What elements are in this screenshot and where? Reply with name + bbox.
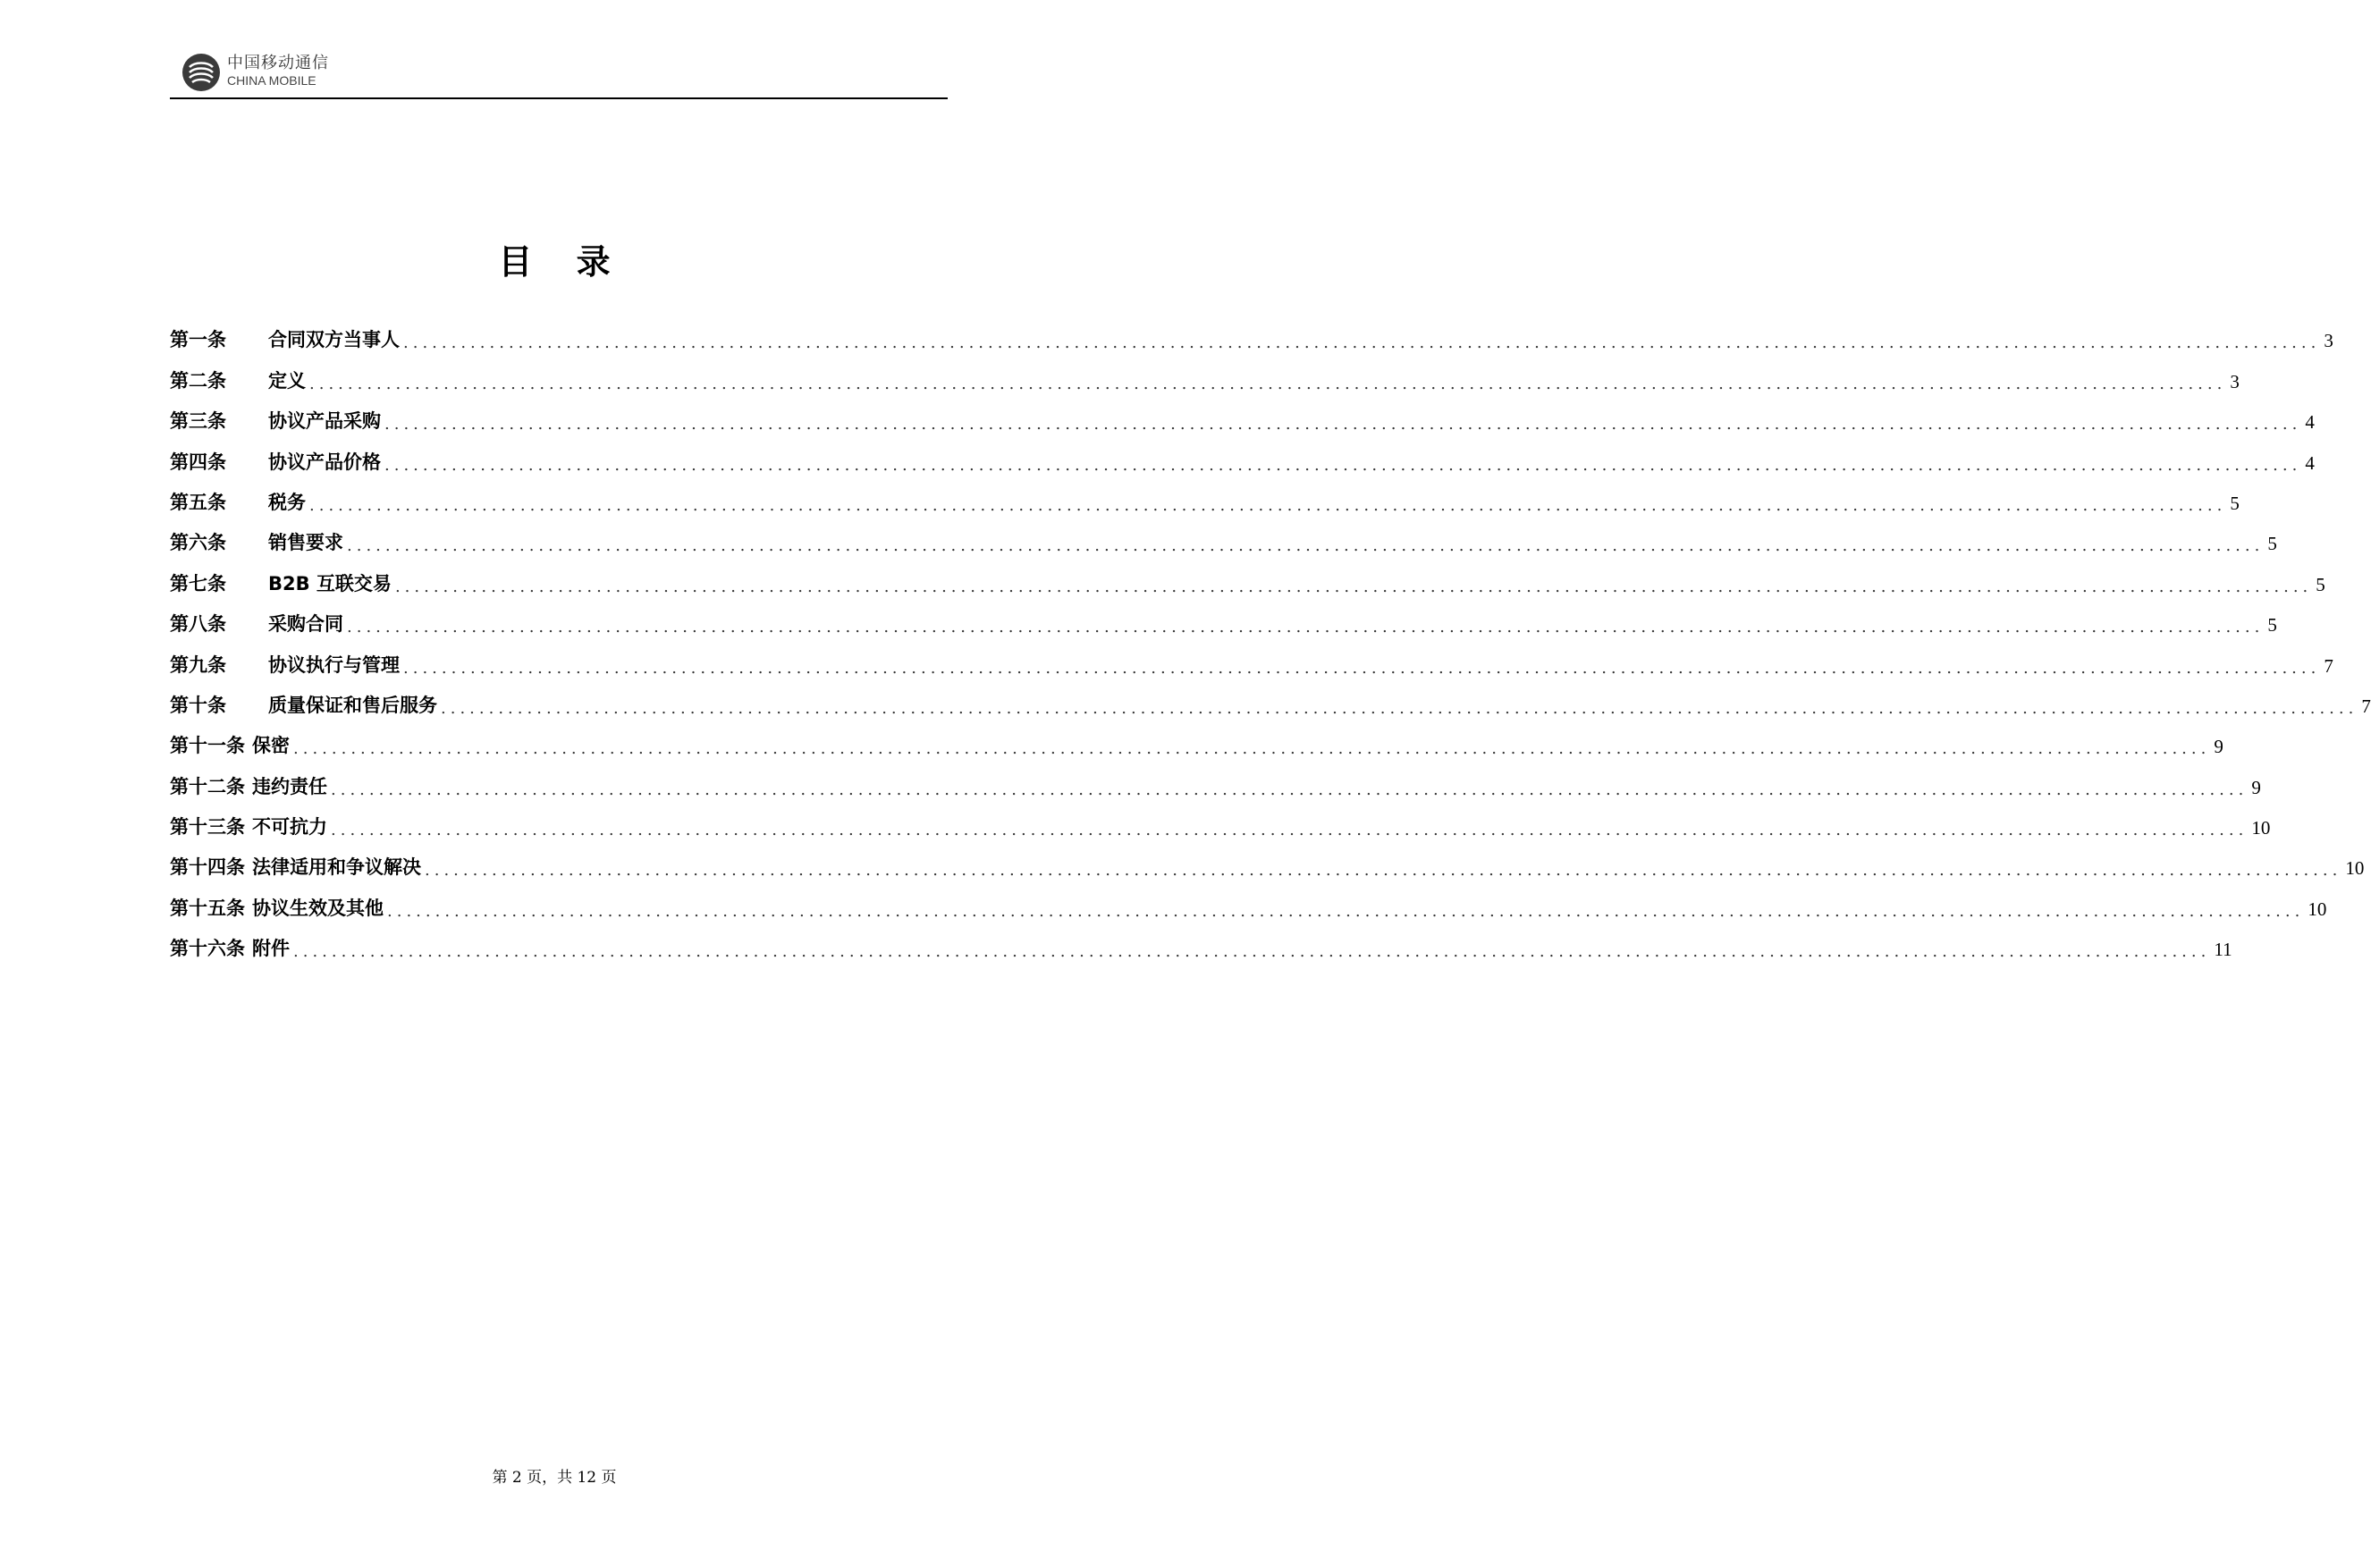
toc-entry-label: 第三条: [170, 410, 226, 433]
toc-entry[interactable]: [170, 799, 2271, 840]
toc-entry-label: 第五条: [170, 491, 226, 513]
toc-entry-page-number: 11: [2214, 939, 2232, 961]
toc-entry-title: 协议产品采购: [268, 410, 381, 433]
toc-entry[interactable]: [170, 515, 2277, 556]
toc-entry-page-number: 10: [2251, 817, 2271, 839]
toc-entry[interactable]: [170, 678, 2371, 718]
toc-entry-label: 第十五条: [170, 897, 245, 919]
toc-entry-title: 协议执行与管理: [268, 653, 400, 676]
toc-entry-title: B2B 互联交易: [268, 572, 392, 594]
toc-entry-page-number: 3: [2324, 330, 2333, 352]
toc-entry-title: 采购合同: [268, 613, 343, 636]
toc-entry-label: 第二条: [170, 369, 226, 392]
logo-chinese-name: 中国移动通信: [227, 54, 329, 72]
toc-entry[interactable]: [170, 636, 2333, 678]
toc-entry-page-number: 4: [2305, 411, 2315, 434]
toc-dot-leader: ........................................................................................................................................................................................................: [387, 901, 2305, 921]
toc-entry-title: 销售要求: [268, 532, 343, 554]
toc-entry-page-number: 3: [2230, 370, 2240, 392]
toc-entry[interactable]: [170, 352, 2240, 393]
toc-entry-page-number: 10: [2308, 898, 2327, 920]
toc-dot-leader: ........................................................................................................................................................................................................: [394, 577, 2313, 596]
logo-text: [227, 54, 329, 88]
toc-entry[interactable]: [170, 434, 2315, 475]
toc-entry[interactable]: [170, 555, 2325, 596]
toc-entry-label: 第七条: [170, 572, 226, 594]
toc-entry-title: 附件: [252, 938, 290, 960]
toc-entry[interactable]: [170, 312, 2333, 353]
table-of-contents: [170, 312, 2371, 962]
toc-entry-title: 法律适用和争议解决: [252, 856, 421, 879]
toc-entry-page-number: 7: [2324, 654, 2333, 677]
toc-entry-page-number: 9: [2251, 776, 2261, 798]
toc-entry-title: 不可抗力: [252, 816, 327, 839]
toc-entry-label: 第十二条: [170, 775, 245, 797]
page-header: [170, 50, 948, 98]
toc-entry[interactable]: [170, 393, 2315, 434]
toc-entry[interactable]: [170, 758, 2261, 799]
toc-entry-label: 第十条: [170, 694, 226, 716]
toc-entry-title: 保密: [252, 735, 290, 757]
toc-entry-label: 第四条: [170, 451, 226, 473]
toc-entry-title: 协议生效及其他: [252, 897, 384, 919]
toc-entry-label: 第十六条: [170, 938, 245, 960]
toc-entry[interactable]: [170, 880, 2327, 921]
toc-title: 目 录: [498, 242, 627, 282]
toc-entry-title: 税务: [268, 491, 306, 513]
toc-dot-leader: ........................................................................................................................................................................................................: [425, 861, 2342, 881]
toc-entry-page-number: 4: [2305, 451, 2315, 474]
toc-dot-leader: ........................................................................................................................................................................................................: [403, 658, 2321, 678]
toc-dot-leader: ........................................................................................................................................................................................................: [331, 821, 2249, 840]
toc-entry-page-number: 10: [2345, 857, 2365, 880]
toc-entry-label: 第十三条: [170, 816, 245, 839]
header-divider: [170, 97, 948, 99]
toc-dot-leader: ........................................................................................................................................................................................................: [403, 333, 2321, 353]
toc-entry-label: 第九条: [170, 653, 226, 676]
toc-entry-page-number: 5: [2267, 533, 2277, 555]
toc-entry-label: 第八条: [170, 613, 226, 636]
toc-entry-page-number: 5: [2316, 573, 2325, 595]
toc-entry[interactable]: [170, 475, 2240, 515]
toc-dot-leader: ........................................................................................................................................................................................................: [347, 618, 2265, 637]
toc-entry[interactable]: [170, 921, 2232, 962]
toc-entry-page-number: 5: [2230, 492, 2240, 514]
toc-entry-label: 第十一条: [170, 735, 245, 757]
toc-dot-leader: ........................................................................................................................................................................................................: [293, 739, 2211, 759]
logo-english-name: CHINA MOBILE: [227, 73, 316, 88]
toc-entry-title: 定义: [268, 369, 306, 392]
toc-entry-page-number: 9: [2214, 736, 2223, 758]
toc-entry[interactable]: [170, 839, 2365, 881]
toc-dot-leader: ........................................................................................................................................................................................................: [293, 942, 2211, 962]
toc-entry-page-number: 5: [2267, 614, 2277, 636]
page-footer: 第 2 页，共 12 页: [492, 1469, 617, 1487]
toc-entry-title: 质量保证和售后服务: [268, 694, 437, 716]
toc-entry-page-number: 7: [2361, 695, 2371, 717]
toc-dot-leader: ........................................................................................................................................................................................................: [331, 780, 2249, 799]
toc-entry-label: 第一条: [170, 329, 226, 351]
toc-entry-label: 第六条: [170, 532, 226, 554]
toc-dot-leader: ........................................................................................................................................................................................................: [309, 495, 2227, 515]
china-mobile-logo-icon: [181, 52, 222, 93]
toc-entry-title: 合同双方当事人: [268, 329, 400, 351]
toc-dot-leader: ........................................................................................................................................................................................................: [384, 415, 2302, 434]
toc-entry-title: 违约责任: [252, 775, 327, 797]
toc-dot-leader: ........................................................................................................................................................................................................: [347, 536, 2265, 556]
toc-entry-label: 第十四条: [170, 856, 245, 879]
toc-entry[interactable]: [170, 596, 2277, 637]
toc-dot-leader: ........................................................................................................................................................................................................: [441, 698, 2358, 718]
toc-entry-title: 协议产品价格: [268, 451, 381, 473]
toc-dot-leader: ........................................................................................................................................................................................................: [384, 455, 2302, 475]
toc-entry[interactable]: [170, 718, 2223, 759]
toc-dot-leader: ........................................................................................................................................................................................................: [309, 374, 2227, 393]
